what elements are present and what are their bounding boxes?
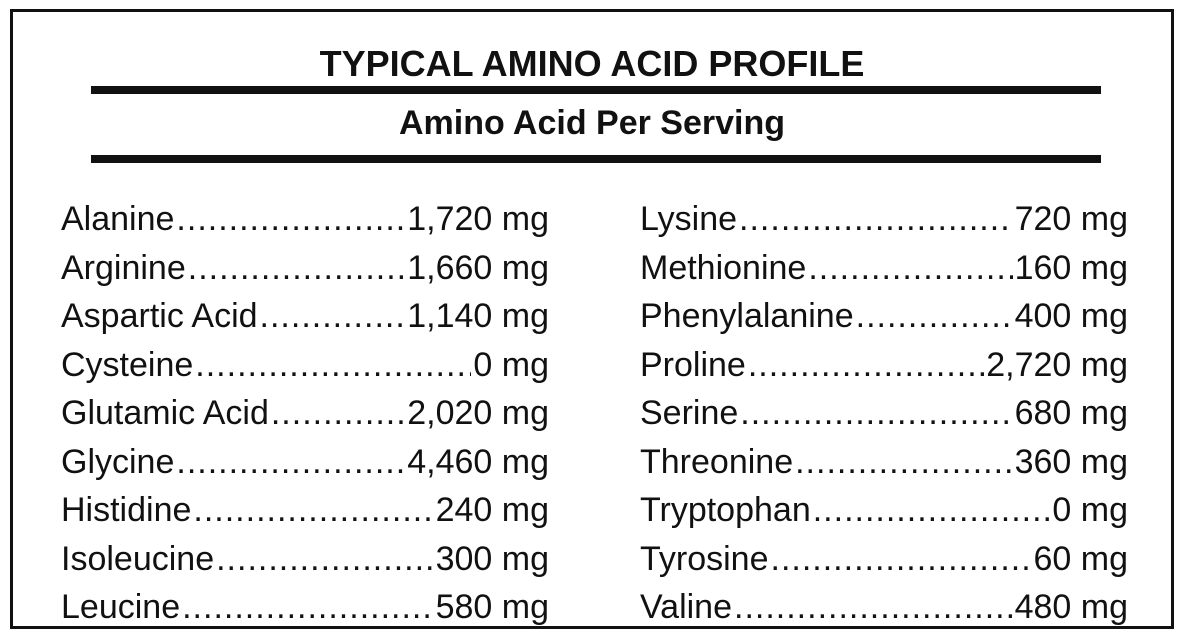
title-divider xyxy=(91,86,1101,94)
amino-acid-profile-panel xyxy=(10,9,1174,629)
amino-acid-row xyxy=(640,389,1128,438)
dot-leader xyxy=(740,389,1012,437)
amino-acid-amount: 2,020 mg xyxy=(407,394,549,432)
profile-title: TYPICAL AMINO ACID PROFILE xyxy=(319,43,865,84)
amino-acid-amount: 1,660 mg xyxy=(407,248,549,287)
dot-leader xyxy=(739,195,1013,243)
dot-leader xyxy=(260,292,406,340)
amino-acid-amount: 400 mg xyxy=(1014,297,1128,335)
amino-acid-row xyxy=(61,292,549,341)
amino-acid-row xyxy=(61,535,549,584)
amino-acid-name: Tyrosine xyxy=(640,539,769,578)
amino-acid-amount: 240 mg xyxy=(435,491,549,529)
amino-acid-name: Glutamic Acid xyxy=(61,394,269,432)
dot-leader xyxy=(734,583,1013,631)
amino-acid-row xyxy=(640,195,1128,244)
dot-leader xyxy=(176,438,405,486)
amino-acid-row xyxy=(640,244,1128,293)
dot-leader xyxy=(771,535,1032,583)
dot-leader xyxy=(188,244,405,292)
amino-acid-row xyxy=(61,389,549,438)
dot-leader xyxy=(748,341,984,389)
amino-acid-row xyxy=(61,195,549,244)
amino-acid-amount: 2,720 mg xyxy=(986,345,1128,384)
dot-leader xyxy=(216,535,433,583)
dot-leader xyxy=(271,389,405,437)
amino-acid-name: Threonine xyxy=(640,442,794,481)
amino-acid-row xyxy=(61,486,549,535)
amino-acid-name: Alanine xyxy=(61,200,175,238)
amino-acid-amount: 160 mg xyxy=(1014,248,1128,287)
amino-acid-amount: 4,460 mg xyxy=(407,442,549,481)
amino-acid-row xyxy=(640,341,1128,390)
header-divider xyxy=(91,155,1101,163)
amino-acid-name: Aspartic Acid xyxy=(61,297,258,335)
amino-acid-amount: 580 mg xyxy=(435,588,549,626)
amino-acid-row xyxy=(61,438,549,487)
amino-acid-amount: 60 mg xyxy=(1033,539,1128,578)
amino-acid-amount: 1,140 mg xyxy=(407,297,549,335)
dot-leader xyxy=(193,486,433,534)
amino-acid-row xyxy=(640,438,1128,487)
left-amino-acid-list xyxy=(61,195,549,632)
amino-acid-row xyxy=(640,583,1128,632)
dot-leader xyxy=(856,292,1013,340)
amino-acid-row xyxy=(61,244,549,293)
amino-acid-row xyxy=(61,341,549,390)
dot-leader xyxy=(795,438,1012,486)
amino-acid-name: Histidine xyxy=(61,491,192,529)
dot-leader xyxy=(808,244,1012,292)
amino-acid-name: Isoleucine xyxy=(61,539,215,578)
amino-acid-amount: 300 mg xyxy=(435,539,549,578)
amino-acid-row xyxy=(640,486,1128,535)
amino-acid-name: Cysteine xyxy=(61,345,194,384)
right-amino-acid-list xyxy=(640,195,1128,632)
amino-acid-name: Serine xyxy=(640,394,739,432)
amino-acid-amount: 480 mg xyxy=(1014,588,1128,626)
amino-acid-name: Tryptophan xyxy=(640,491,811,529)
amino-acid-amount: 1,720 mg xyxy=(407,200,549,238)
amino-acid-name: Proline xyxy=(640,345,746,384)
amino-acid-name: Leucine xyxy=(61,588,181,626)
amino-acid-name: Methionine xyxy=(640,248,807,287)
amino-acid-name: Glycine xyxy=(61,442,175,481)
amino-acid-amount: 0 mg xyxy=(473,345,549,384)
amino-acid-row xyxy=(640,535,1128,584)
dot-leader xyxy=(176,195,405,243)
amino-acid-name: Arginine xyxy=(61,248,186,287)
amino-acid-amount: 360 mg xyxy=(1014,442,1128,481)
dot-leader xyxy=(195,341,471,389)
amino-acid-name: Lysine xyxy=(640,200,738,238)
dot-leader xyxy=(182,583,433,631)
amino-acid-row xyxy=(640,292,1128,341)
dot-leader xyxy=(813,486,1051,534)
amino-acid-amount: 680 mg xyxy=(1014,394,1128,432)
amino-acid-amount: 0 mg xyxy=(1052,491,1128,529)
amino-acid-name: Phenylalanine xyxy=(640,297,854,335)
amino-acid-row xyxy=(61,583,549,632)
amino-acid-amount: 720 mg xyxy=(1014,200,1128,238)
amino-acid-name: Valine xyxy=(640,588,732,626)
profile-subtitle: Amino Acid Per Serving xyxy=(398,104,786,142)
